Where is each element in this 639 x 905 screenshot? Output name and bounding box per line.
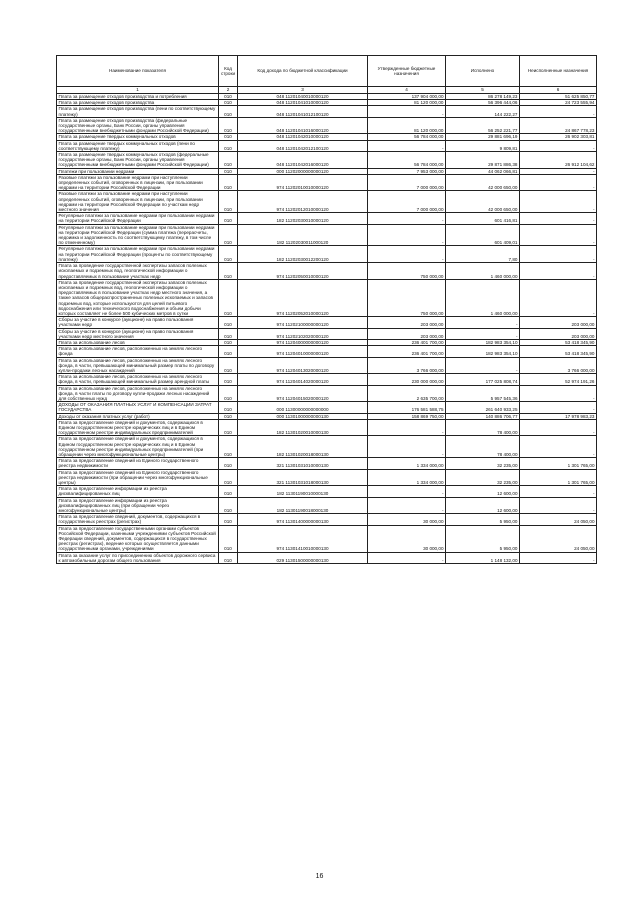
unfulfilled-amount-cell: 24 723 555,94 <box>520 100 597 106</box>
classification-code-cell: 048 11201041010000120 <box>238 100 368 106</box>
indicator-name-cell: Плата за размещение твердых коммунальных отходов <box>57 134 219 140</box>
executed-amount-cell: 9 809,81 <box>446 140 520 151</box>
table-row <box>57 317 597 328</box>
line-code-cell: 010 <box>219 106 238 117</box>
indicator-name-cell: Платежи при пользовании недрами <box>57 168 219 174</box>
unfulfilled-amount-cell: - <box>520 385 597 402</box>
table-row <box>57 106 597 117</box>
executed-amount-cell: 5 950,00 <box>446 525 520 552</box>
table-row <box>57 497 597 514</box>
classification-code-cell: 182 11301190018000130 <box>238 497 368 514</box>
table-row <box>57 279 597 316</box>
line-code-cell: 010 <box>219 374 238 385</box>
executed-amount-cell: 182 983 354,10 <box>446 339 520 345</box>
table-row <box>57 436 597 458</box>
table-row <box>57 413 597 419</box>
table-row <box>57 458 597 469</box>
indicator-name-cell: Плата за размещение отходов производства (федеральные государственные органы, Банк России, органы управления государственными внебюджетными фондами Российской Федерации) <box>57 117 219 134</box>
approved-amount-cell: - <box>368 246 446 263</box>
table-row <box>57 246 597 263</box>
table-row <box>57 469 597 486</box>
indicator-name-cell: Регулярные платежи за пользование недрами при пользовании недрами на территории Российской Федерации <box>57 213 219 224</box>
classification-code-cell: 048 11201042010000120 <box>238 134 368 140</box>
executed-amount-cell: 56 252 221,77 <box>446 117 520 134</box>
unfulfilled-amount-cell: - <box>520 224 597 246</box>
unfulfilled-amount-cell: - <box>520 419 597 436</box>
line-code-cell: 010 <box>219 419 238 436</box>
executed-amount-cell: 56 396 444,06 <box>446 100 520 106</box>
classification-code-cell: 321 11301031018000130 <box>238 469 368 486</box>
approved-amount-cell: - <box>368 213 446 224</box>
approved-amount-cell: 236 401 700,00 <box>368 339 446 345</box>
indicator-name-cell: Плата за предоставление информации из реестра дисквалифицированных лиц <box>57 486 219 497</box>
unfulfilled-amount-cell: 17 978 983,23 <box>520 413 597 419</box>
table-row <box>57 140 597 151</box>
executed-amount-cell: 1 148 132,00 <box>446 552 520 563</box>
approved-amount-cell: 176 581 588,75 <box>368 402 446 413</box>
table-row <box>57 174 597 191</box>
unfulfilled-amount-cell: 3 766 000,00 <box>520 357 597 374</box>
page-number: 16 <box>315 873 324 880</box>
header-budget-classification-code: Код дохода по бюджетной классификации <box>238 56 368 87</box>
unfulfilled-amount-cell: - <box>520 213 597 224</box>
indicator-name-cell: Плата за размещение отходов производства (пени по соответствующему платежу) <box>57 106 219 117</box>
column-number-row <box>57 87 597 94</box>
unfulfilled-amount-cell: 203 000,00 <box>520 317 597 328</box>
classification-code-cell: 974 11204000000000120 <box>238 339 368 345</box>
table-row <box>57 419 597 436</box>
unfulfilled-amount-cell: 53 418 345,90 <box>520 346 597 357</box>
classification-code-cell: 029 11301500000000130 <box>238 552 368 563</box>
approved-amount-cell: 158 869 750,00 <box>368 413 446 419</box>
indicator-name-cell: Разовые платежи за пользование недрами при наступлении определенных событий, оговоренных в лицензии, при пользовании недрами на территории Российской Федерации <box>57 174 219 191</box>
budget-execution-table <box>56 55 597 564</box>
table-row <box>57 134 597 140</box>
line-code-cell: 010 <box>219 328 238 339</box>
indicator-name-cell: Плата за использование лесов <box>57 339 219 345</box>
unfulfilled-amount-cell: - <box>520 497 597 514</box>
table-header-row <box>57 56 597 87</box>
table-row <box>57 328 597 339</box>
indicator-name-cell: Плата за размещение твердых коммунальных отходов (пени по соответствующему платежу) <box>57 140 219 151</box>
approved-amount-cell: 750 000,00 <box>368 279 446 316</box>
unfulfilled-amount-cell: 24 050,00 <box>520 514 597 525</box>
unfulfilled-amount-cell: 26 912 104,62 <box>520 152 597 169</box>
column-number: 1 <box>57 87 219 94</box>
line-code-cell: 010 <box>219 152 238 169</box>
approved-amount-cell: 750 000,00 <box>368 263 446 280</box>
executed-amount-cell: 44 062 066,81 <box>446 168 520 174</box>
classification-code-cell: 048 11201042016000120 <box>238 152 368 169</box>
line-code-cell: 010 <box>219 436 238 458</box>
line-code-cell: 010 <box>219 525 238 552</box>
approved-amount-cell: - <box>368 419 446 436</box>
executed-amount-cell: 261 640 933,25 <box>446 402 520 413</box>
classification-code-cell: 000 11300000000000000 <box>238 402 368 413</box>
classification-code-cell: 182 11301190010000130 <box>238 486 368 497</box>
classification-code-cell: 974 11202052010000120 <box>238 279 368 316</box>
line-code-cell: 010 <box>219 402 238 413</box>
column-number: 2 <box>219 87 238 94</box>
classification-code-cell: 974 11204010000000120 <box>238 346 368 357</box>
unfulfilled-amount-cell: - <box>520 263 597 280</box>
executed-amount-cell: 5 950,00 <box>446 514 520 525</box>
indicator-name-cell: Плата за использование лесов, расположенных на землях лесного фонда <box>57 346 219 357</box>
classification-code-cell: 048 11201041016000120 <box>238 117 368 134</box>
indicator-name-cell: Разовые платежи за пользование недрами при наступлении определенных событий, оговоренных в лицензии, при пользовании недрами на территории Российской Федерации по участкам недр местного значения <box>57 191 219 213</box>
approved-amount-cell: 81 120 000,00 <box>368 100 446 106</box>
classification-code-cell: 974 11204015020000120 <box>238 385 368 402</box>
table-row <box>57 224 597 246</box>
executed-amount-cell: 12 600,00 <box>446 497 520 514</box>
executed-amount-cell: 42 000 650,00 <box>446 191 520 213</box>
executed-amount-cell: 32 235,00 <box>446 469 520 486</box>
line-code-cell: 010 <box>219 134 238 140</box>
unfulfilled-amount-cell: - <box>520 279 597 316</box>
table-row <box>57 357 597 374</box>
approved-amount-cell: 236 401 700,00 <box>368 346 446 357</box>
indicator-name-cell: Плата за проведение государственной экспертизы запасов полезных ископаемых и подземных вод, геологической информации о предоставляемых в пользование участках недр местного значения, а также запасов общераспространенных полезных ископаемых и запасов подземных вод, которые используются для целей питьевого водоснабжения или технического водоснабжения и объем добычи которых составляет не более 500 кубических метров в сутки <box>57 279 219 316</box>
approved-amount-cell: 1 334 000,00 <box>368 469 446 486</box>
line-code-cell: 010 <box>219 279 238 316</box>
header-line-code: Код строки <box>219 56 238 87</box>
table-row <box>57 525 597 552</box>
table-row <box>57 191 597 213</box>
table-row <box>57 213 597 224</box>
approved-amount-cell: 203 000,00 <box>368 317 446 328</box>
approved-amount-cell: - <box>368 552 446 563</box>
classification-code-cell: 182 11202030010000120 <box>238 213 368 224</box>
approved-amount-cell: 230 000 000,00 <box>368 374 446 385</box>
table-body <box>57 94 597 564</box>
column-number: 3 <box>238 87 368 94</box>
table-row <box>57 94 597 100</box>
unfulfilled-amount-cell: 24 050,00 <box>520 525 597 552</box>
executed-amount-cell: - <box>446 328 520 339</box>
indicator-name-cell: Плата за использование лесов, расположенных на землях лесного фонда, в части, превышающей минимальный размер платы по договору купли-продажи лесных насаждений <box>57 357 219 374</box>
indicator-name-cell: Плата за размещение отходов производства <box>57 100 219 106</box>
table-row <box>57 117 597 134</box>
unfulfilled-amount-cell: - <box>520 436 597 458</box>
line-code-cell: 010 <box>219 224 238 246</box>
executed-amount-cell: 1 460 000,00 <box>446 263 520 280</box>
executed-amount-cell: 601 416,81 <box>446 213 520 224</box>
unfulfilled-amount-cell: 1 301 765,00 <box>520 469 597 486</box>
line-code-cell: 010 <box>219 117 238 134</box>
indicator-name-cell: Плата за проведение государственной экспертизы запасов полезных ископаемых и подземных вод, геологической информации о предоставляемых в пользование участках недр <box>57 263 219 280</box>
approved-amount-cell: - <box>368 497 446 514</box>
line-code-cell: 010 <box>219 213 238 224</box>
indicator-name-cell: Регулярные платежи за пользование недрами при пользовании недрами на территории Российской Федерации (проценты по соответствующему платежу) <box>57 246 219 263</box>
indicator-name-cell: Плата за использование лесов, расположенных на землях лесного фонда, в части, превышающей минимальный размер арендной платы <box>57 374 219 385</box>
approved-amount-cell: 2 635 700,00 <box>368 385 446 402</box>
unfulfilled-amount-cell: - <box>520 486 597 497</box>
table-row <box>57 100 597 106</box>
column-number: 6 <box>520 87 597 94</box>
executed-amount-cell: 78 400,00 <box>446 419 520 436</box>
header-executed: Исполнено <box>446 56 520 87</box>
classification-code-cell: 048 11201040010000120 <box>238 94 368 100</box>
indicator-name-cell: Плата за использование лесов, расположенных на землях лесного фонда, в части платы по договору купли-продажи лесных насаждений для собственных нужд <box>57 385 219 402</box>
approved-amount-cell: - <box>368 224 446 246</box>
approved-amount-cell: 203 000,00 <box>368 328 446 339</box>
indicator-name-cell: Плата за предоставление сведений из Единого государственного реестра недвижимости (при обращении через многофункциональные центры) <box>57 469 219 486</box>
line-code-cell: 010 <box>219 514 238 525</box>
unfulfilled-amount-cell: - <box>520 168 597 174</box>
line-code-cell: 010 <box>219 385 238 402</box>
executed-amount-cell: 140 886 706,77 <box>446 413 520 419</box>
executed-amount-cell: - <box>446 357 520 374</box>
executed-amount-cell: 1 460 000,00 <box>446 279 520 316</box>
classification-code-cell: 182 11301020018000130 <box>238 436 368 458</box>
executed-amount-cell: 29 871 886,38 <box>446 152 520 169</box>
classification-code-cell: 974 11202010010000120 <box>238 174 368 191</box>
line-code-cell: 010 <box>219 346 238 357</box>
unfulfilled-amount-cell: - <box>520 552 597 563</box>
executed-amount-cell: 7,80 <box>446 246 520 263</box>
line-code-cell: 010 <box>219 174 238 191</box>
classification-code-cell: 974 11202100000000120 <box>238 317 368 328</box>
classification-code-cell: 182 11202030012200120 <box>238 246 368 263</box>
classification-code-cell: 182 11301020010000130 <box>238 419 368 436</box>
classification-code-cell: 974 11301410010000130 <box>238 525 368 552</box>
classification-code-cell: 974 11204014020000120 <box>238 374 368 385</box>
executed-amount-cell: 86 278 149,23 <box>446 94 520 100</box>
table-row <box>57 552 597 563</box>
unfulfilled-amount-cell: 53 418 345,90 <box>520 339 597 345</box>
classification-code-cell: 974 11301400000000130 <box>238 514 368 525</box>
table-row <box>57 346 597 357</box>
unfulfilled-amount-cell: 1 301 765,00 <box>520 458 597 469</box>
unfulfilled-amount-cell: 51 625 850,77 <box>520 94 597 100</box>
unfulfilled-amount-cell: - <box>520 140 597 151</box>
indicator-name-cell: Плата за предоставление информации из реестра дисквалифицированных лиц (при обращении через многофункциональные центры) <box>57 497 219 514</box>
classification-code-cell: 974 11204013020000120 <box>238 357 368 374</box>
executed-amount-cell: 144 222,27 <box>446 106 520 117</box>
line-code-cell: 010 <box>219 140 238 151</box>
indicator-name-cell: ДОХОДЫ ОТ ОКАЗАНИЯ ПЛАТНЫХ УСЛУГ И КОМПЕНСАЦИИ ЗАТРАТ ГОСУДАРСТВА <box>57 402 219 413</box>
table-row <box>57 374 597 385</box>
approved-amount-cell: 30 000,00 <box>368 514 446 525</box>
line-code-cell: 010 <box>219 497 238 514</box>
indicator-name-cell: Плата за предоставление сведений, документов, содержащихся в государственных реестрах (регистрах) <box>57 514 219 525</box>
classification-code-cell: 321 11301031010000130 <box>238 458 368 469</box>
header-approved-assignments: Утвержденные бюджетные назначения <box>368 56 446 87</box>
unfulfilled-amount-cell: - <box>520 402 597 413</box>
table-row <box>57 402 597 413</box>
line-code-cell: 010 <box>219 339 238 345</box>
indicator-name-cell: Плата за предоставление сведений из Единого государственного реестра недвижимости <box>57 458 219 469</box>
unfulfilled-amount-cell: - <box>520 174 597 191</box>
unfulfilled-amount-cell: 24 867 778,23 <box>520 117 597 134</box>
indicator-name-cell: Сборы за участие в конкурсе (аукционе) на право пользования участками недр <box>57 317 219 328</box>
approved-amount-cell: 137 904 000,00 <box>368 94 446 100</box>
classification-code-cell: 000 11301000000000130 <box>238 413 368 419</box>
line-code-cell: 010 <box>219 94 238 100</box>
table-row <box>57 385 597 402</box>
classification-code-cell: 048 11201042012100120 <box>238 140 368 151</box>
line-code-cell: 010 <box>219 246 238 263</box>
classification-code-cell: 182 11202030011000120 <box>238 224 368 246</box>
approved-amount-cell: 3 766 000,00 <box>368 357 446 374</box>
unfulfilled-amount-cell: 26 902 303,81 <box>520 134 597 140</box>
indicator-name-cell: Регулярные платежи за пользование недрами при пользовании недрами на территории Российской Федерации (сумма платежа (перерасчеты, недоимка и задолженность по соответствующему платежу, в том числе по отмененному) <box>57 224 219 246</box>
line-code-cell: 010 <box>219 191 238 213</box>
executed-amount-cell: 78 400,00 <box>446 436 520 458</box>
executed-amount-cell: 12 600,00 <box>446 486 520 497</box>
line-code-cell: 010 <box>219 413 238 419</box>
header-unfulfilled-assignments: Неисполненные назначения <box>520 56 597 87</box>
classification-code-cell: 974 11202050010000120 <box>238 263 368 280</box>
unfulfilled-amount-cell: - <box>520 106 597 117</box>
indicator-name-cell: Плата за размещение твердых коммунальных отходов (федеральные государственные органы, Банк России, органы управления государственными внебюджетными фондами Российской Федерации) <box>57 152 219 169</box>
line-code-cell: 010 <box>219 357 238 374</box>
executed-amount-cell: 601 409,01 <box>446 224 520 246</box>
indicator-name-cell: Плата за оказание услуг по присоединению объектов дорожного сервиса к автомобильным дорогам общего пользования <box>57 552 219 563</box>
executed-amount-cell: 32 235,00 <box>446 458 520 469</box>
column-number: 4 <box>368 87 446 94</box>
approved-amount-cell: - <box>368 486 446 497</box>
indicator-name-cell: Доходы от оказания платных услуг (работ) <box>57 413 219 419</box>
indicator-name-cell: Плата за размещение отходов производства и потребления <box>57 94 219 100</box>
approved-amount-cell: - <box>368 436 446 458</box>
table-row <box>57 486 597 497</box>
approved-amount-cell: 7 000 000,00 <box>368 191 446 213</box>
classification-code-cell: 048 11201041012100120 <box>238 106 368 117</box>
approved-amount-cell: 56 784 000,00 <box>368 152 446 169</box>
indicator-name-cell: Плата за предоставление сведений и документов, содержащихся в Едином государственном реестре юридических лиц и в Едином государственном реестре индивидуальных предпринимателей (при обращении через многофункциональные центры) <box>57 436 219 458</box>
unfulfilled-amount-cell: 52 974 191,26 <box>520 374 597 385</box>
executed-amount-cell: - <box>446 317 520 328</box>
approved-amount-cell: 7 000 000,00 <box>368 174 446 191</box>
unfulfilled-amount-cell: - <box>520 191 597 213</box>
approved-amount-cell: 1 334 000,00 <box>368 458 446 469</box>
approved-amount-cell: 30 000,00 <box>368 525 446 552</box>
line-code-cell: 010 <box>219 486 238 497</box>
line-code-cell: 010 <box>219 100 238 106</box>
table-row <box>57 152 597 169</box>
line-code-cell: 010 <box>219 552 238 563</box>
line-code-cell: 010 <box>219 458 238 469</box>
approved-amount-cell: 56 784 000,00 <box>368 134 446 140</box>
line-code-cell: 010 <box>219 469 238 486</box>
approved-amount-cell: 7 953 000,00 <box>368 168 446 174</box>
line-code-cell: 010 <box>219 317 238 328</box>
executed-amount-cell: 42 000 650,00 <box>446 174 520 191</box>
unfulfilled-amount-cell: - <box>520 246 597 263</box>
approved-amount-cell: - <box>368 140 446 151</box>
executed-amount-cell: 5 957 545,36 <box>446 385 520 402</box>
line-code-cell: 010 <box>219 263 238 280</box>
executed-amount-cell: 29 881 696,19 <box>446 134 520 140</box>
executed-amount-cell: 182 983 354,10 <box>446 346 520 357</box>
classification-code-cell: 000 11202000000000120 <box>238 168 368 174</box>
indicator-name-cell: Сборы за участие в конкурсе (аукционе) на право пользования участками недр местного значения <box>57 328 219 339</box>
header-indicator-name: Наименование показателя <box>57 56 219 87</box>
classification-code-cell: 974 11202102020000120 <box>238 328 368 339</box>
line-code-cell: 010 <box>219 168 238 174</box>
table-row <box>57 263 597 280</box>
approved-amount-cell: 81 120 000,00 <box>368 117 446 134</box>
executed-amount-cell: 177 025 808,74 <box>446 374 520 385</box>
indicator-name-cell: Плата за предоставление сведений и документов, содержащихся в Едином государственном реестре юридических лиц и в Едином государственном реестре индивидуальных предпринимателей <box>57 419 219 436</box>
indicator-name-cell: Плата за предоставление государственными органами субъектов Российской Федерации, казенными учреждениями субъектов Российской Федерации сведений, документов, содержащихся в государственных реестрах (регистрах), ведение которых осуществляется данными государственными органами, учреждениями <box>57 525 219 552</box>
approved-amount-cell: - <box>368 106 446 117</box>
table-row <box>57 514 597 525</box>
unfulfilled-amount-cell: 203 000,00 <box>520 328 597 339</box>
column-number: 5 <box>446 87 520 94</box>
classification-code-cell: 974 11202012010000120 <box>238 191 368 213</box>
